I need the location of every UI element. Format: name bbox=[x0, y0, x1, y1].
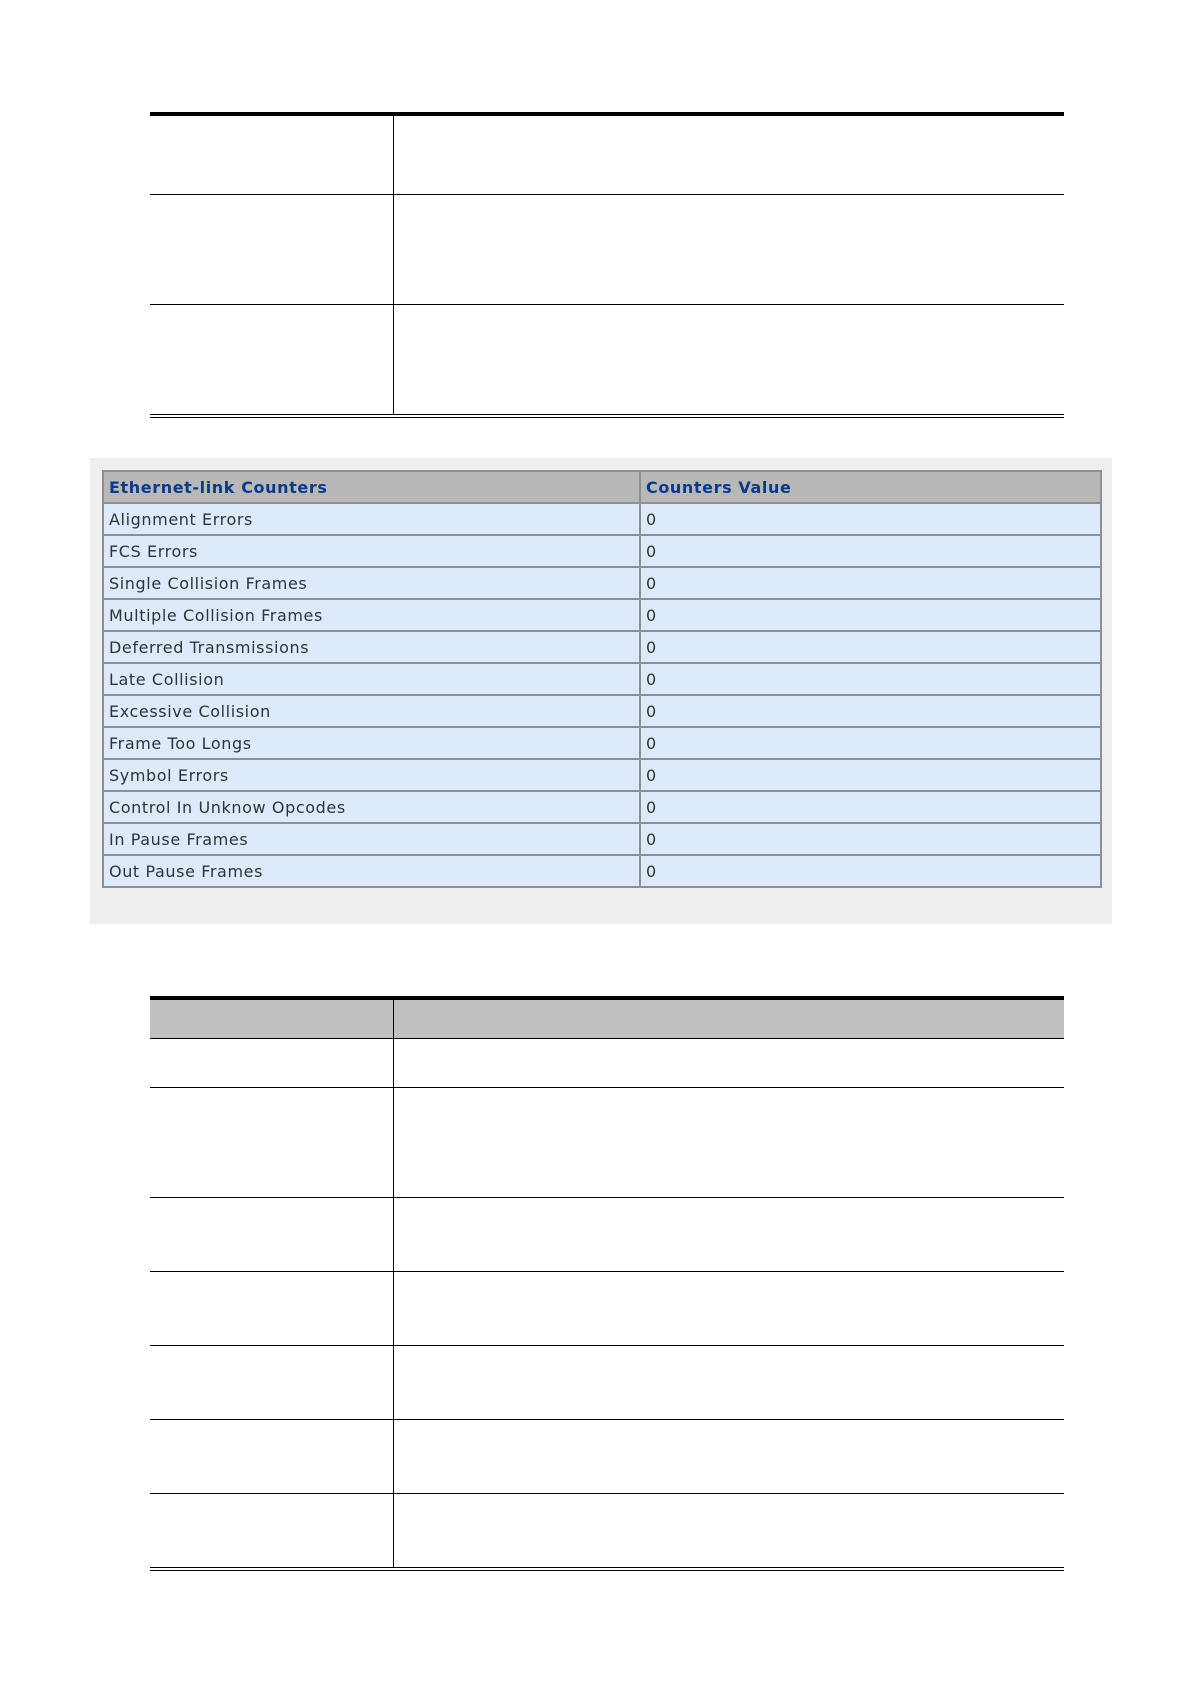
description-term-cell bbox=[150, 116, 394, 194]
table-row bbox=[103, 791, 1101, 823]
counter-value: 0 bbox=[640, 567, 1101, 599]
description-text-cell bbox=[394, 1039, 1064, 1087]
description-text-cell bbox=[394, 1346, 1064, 1419]
counter-name: Symbol Errors bbox=[103, 759, 640, 791]
description-term-cell bbox=[150, 1039, 394, 1087]
counter-value: 0 bbox=[640, 695, 1101, 727]
description-term-cell bbox=[150, 1272, 394, 1345]
description-header-term-cell bbox=[150, 1000, 394, 1038]
ethernet-link-counters-panel bbox=[90, 458, 1112, 924]
table-row bbox=[103, 503, 1101, 535]
description-text-cell bbox=[394, 195, 1064, 304]
description-row bbox=[150, 1038, 1064, 1087]
counter-value: 0 bbox=[640, 535, 1101, 567]
counter-name: Excessive Collision bbox=[103, 695, 640, 727]
table-row bbox=[103, 535, 1101, 567]
counter-name: Multiple Collision Frames bbox=[103, 599, 640, 631]
description-text-cell bbox=[394, 1420, 1064, 1493]
table-row bbox=[103, 823, 1101, 855]
table-row bbox=[103, 727, 1101, 759]
table-row bbox=[103, 599, 1101, 631]
description-term-cell bbox=[150, 1088, 394, 1197]
counter-name: FCS Errors bbox=[103, 535, 640, 567]
table-row bbox=[103, 631, 1101, 663]
table-row bbox=[103, 855, 1101, 887]
description-term-cell bbox=[150, 1198, 394, 1271]
description-row bbox=[150, 1419, 1064, 1493]
counter-name: Control In Unknow Opcodes bbox=[103, 791, 640, 823]
counter-value: 0 bbox=[640, 599, 1101, 631]
description-text-cell bbox=[394, 1494, 1064, 1567]
description-term-cell bbox=[150, 1346, 394, 1419]
counter-value: 0 bbox=[640, 663, 1101, 695]
counter-value: 0 bbox=[640, 855, 1101, 887]
description-term-cell bbox=[150, 305, 394, 414]
counter-name: Late Collision bbox=[103, 663, 640, 695]
description-row bbox=[150, 1197, 1064, 1271]
counter-value: 0 bbox=[640, 727, 1101, 759]
description-row bbox=[150, 304, 1064, 414]
description-text-cell bbox=[394, 1198, 1064, 1271]
description-row bbox=[150, 1087, 1064, 1197]
description-row bbox=[150, 1345, 1064, 1419]
bottom-description-table bbox=[150, 996, 1064, 1571]
counter-value: 0 bbox=[640, 791, 1101, 823]
description-term-cell bbox=[150, 1494, 394, 1567]
column-header-counter: Ethernet-link Counters bbox=[103, 471, 640, 503]
counter-name: Out Pause Frames bbox=[103, 855, 640, 887]
description-header-text-cell bbox=[394, 1000, 1064, 1038]
column-header-value: Counters Value bbox=[640, 471, 1101, 503]
counter-name: In Pause Frames bbox=[103, 823, 640, 855]
table-row bbox=[103, 759, 1101, 791]
table-row bbox=[103, 663, 1101, 695]
counter-value: 0 bbox=[640, 759, 1101, 791]
description-header-row bbox=[150, 1000, 1064, 1038]
description-text-cell bbox=[394, 1088, 1064, 1197]
table-row bbox=[103, 567, 1101, 599]
description-text-cell bbox=[394, 305, 1064, 414]
counter-name: Alignment Errors bbox=[103, 503, 640, 535]
description-text-cell bbox=[394, 116, 1064, 194]
description-row bbox=[150, 1493, 1064, 1567]
ethernet-link-counters-table bbox=[102, 470, 1102, 888]
counter-value: 0 bbox=[640, 823, 1101, 855]
counter-name: Frame Too Longs bbox=[103, 727, 640, 759]
table-row bbox=[103, 695, 1101, 727]
counter-name: Single Collision Frames bbox=[103, 567, 640, 599]
description-term-cell bbox=[150, 195, 394, 304]
description-row bbox=[150, 1271, 1064, 1345]
table-header-row bbox=[103, 471, 1101, 503]
description-row bbox=[150, 194, 1064, 304]
counter-value: 0 bbox=[640, 503, 1101, 535]
description-row bbox=[150, 116, 1064, 194]
top-description-table bbox=[150, 112, 1064, 418]
counter-value: 0 bbox=[640, 631, 1101, 663]
description-text-cell bbox=[394, 1272, 1064, 1345]
counter-name: Deferred Transmissions bbox=[103, 631, 640, 663]
description-term-cell bbox=[150, 1420, 394, 1493]
